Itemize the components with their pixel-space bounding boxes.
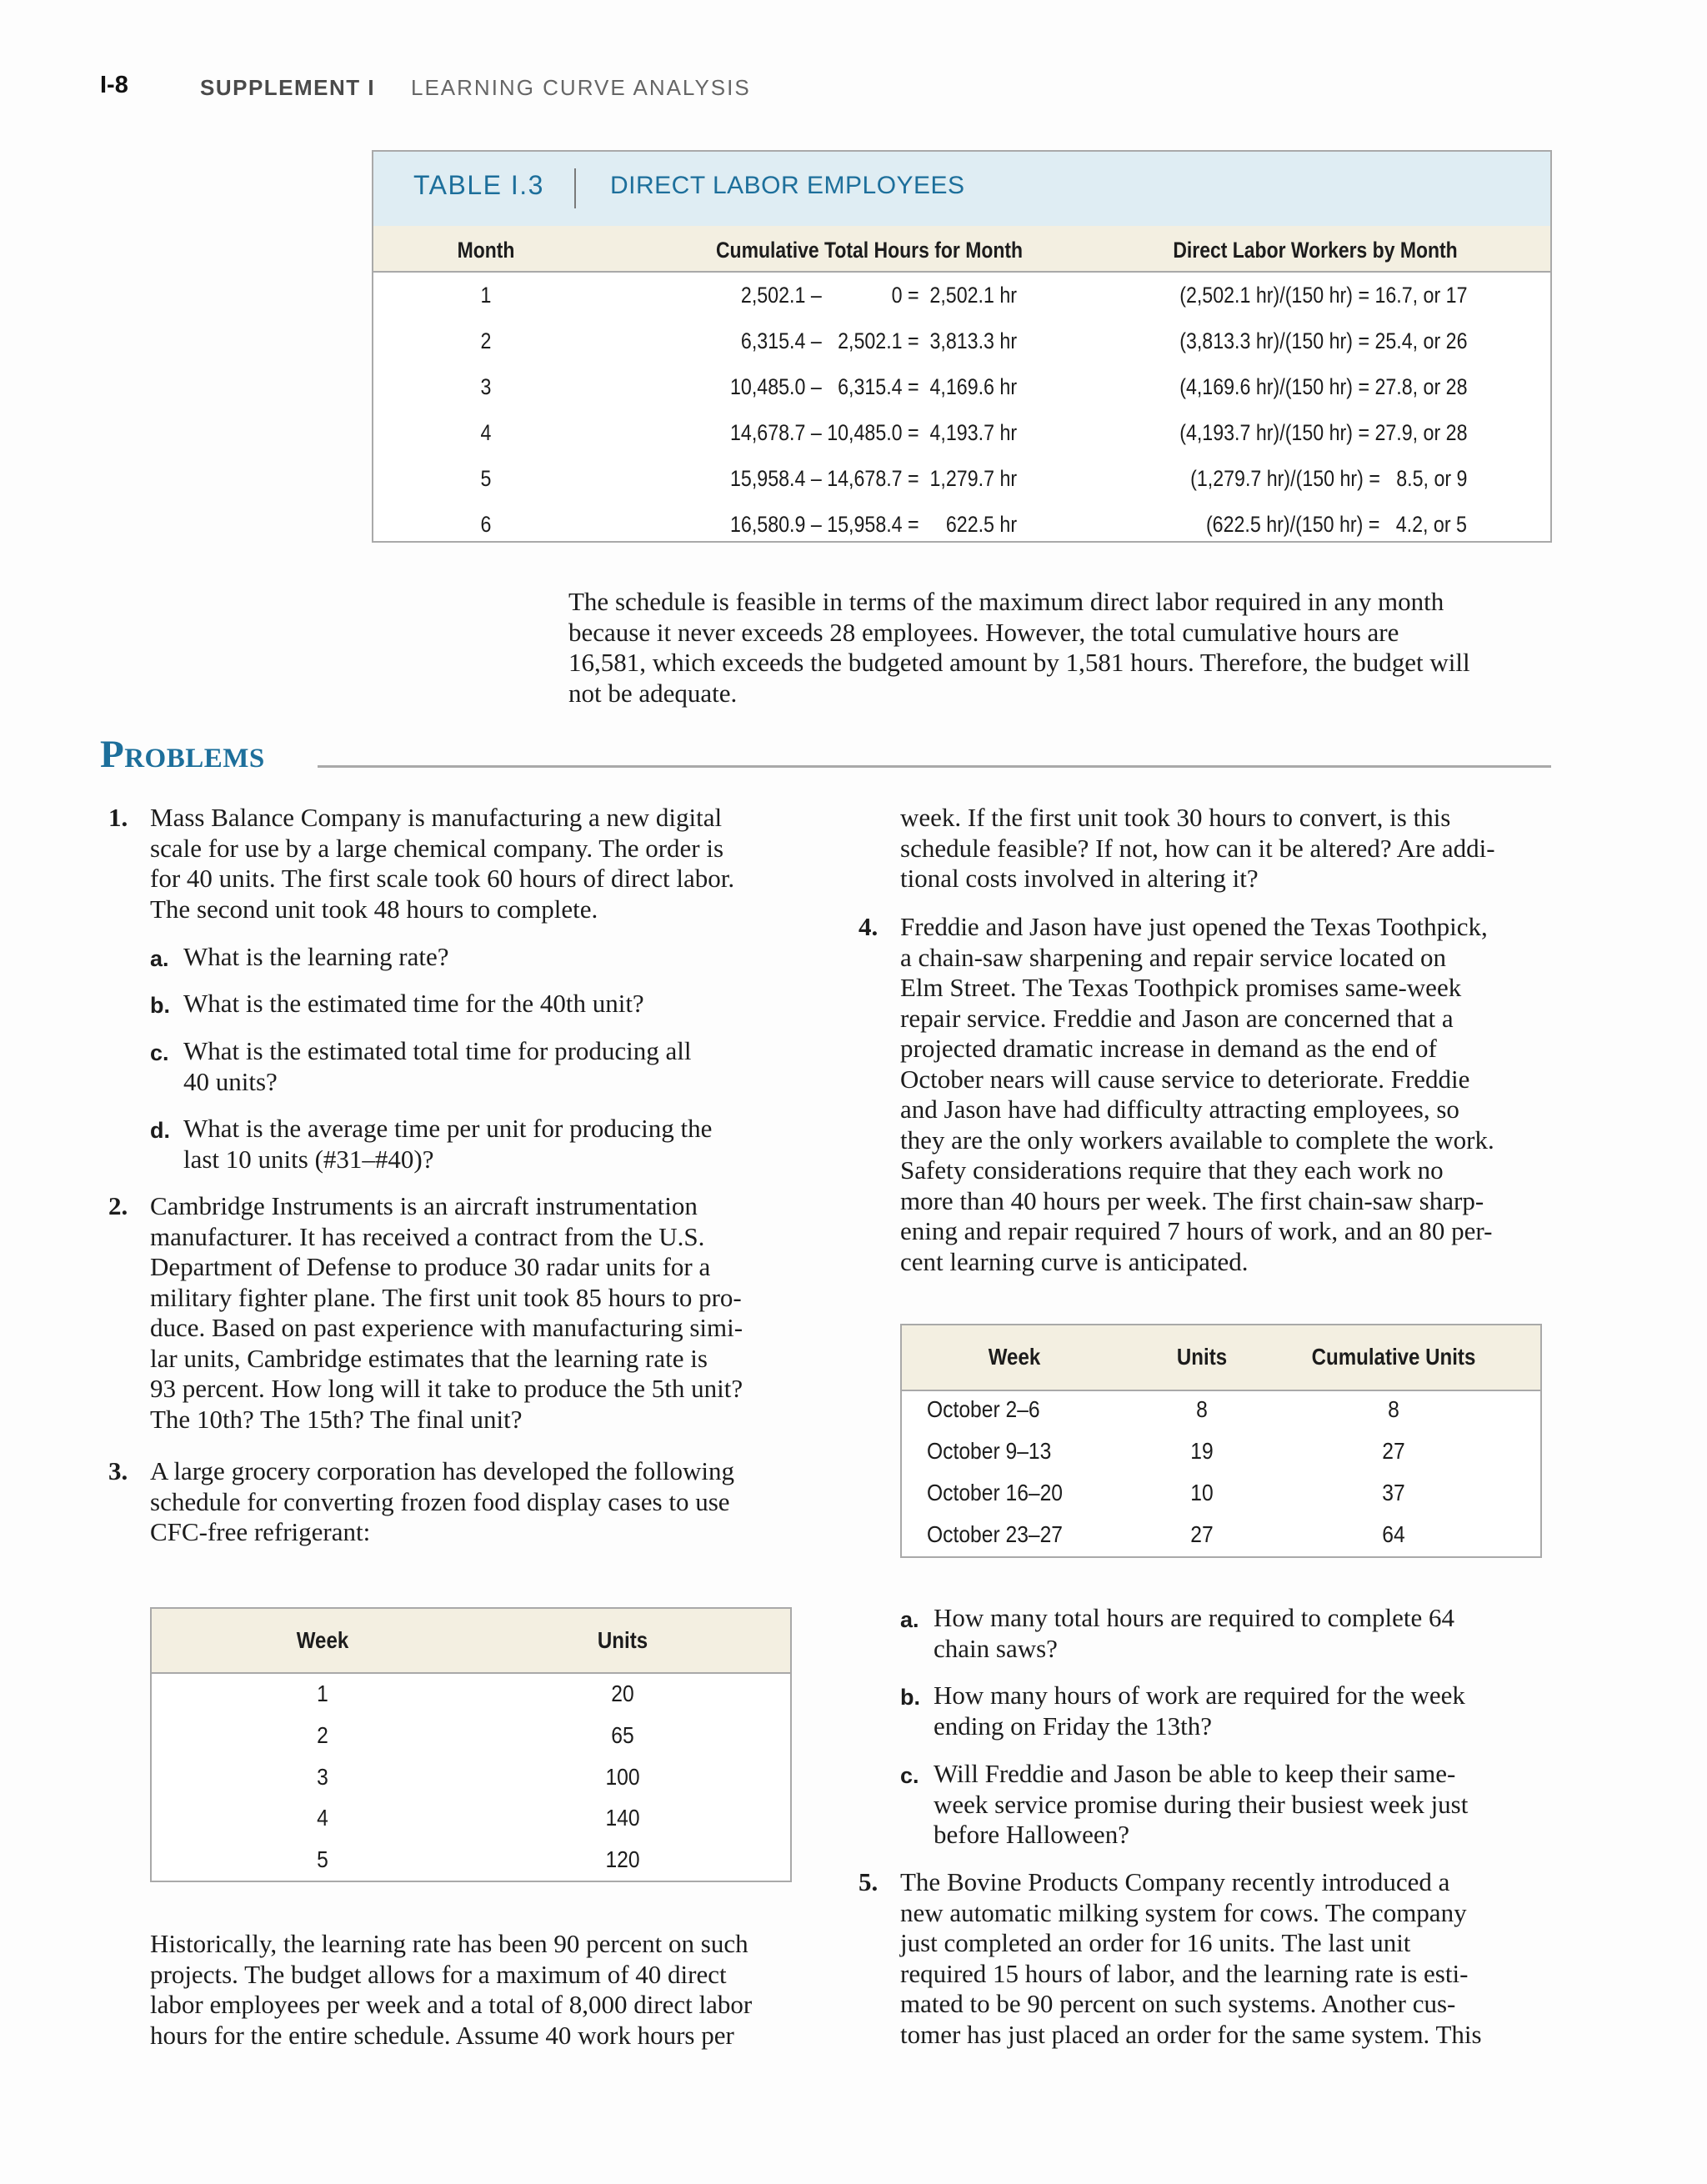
cell-units: 100 <box>605 1764 640 1790</box>
sub-label: c. <box>150 1040 169 1065</box>
cell-hours: 14,678.7 – 10,485.0 = 4,193.7 hr <box>729 420 1017 445</box>
column-header-units: Units <box>597 1627 648 1653</box>
text-line: new automatic milking system for cows. The company <box>900 1897 1467 1927</box>
cell-hours: 10,485.0 – 6,315.4 = 4,169.6 hr <box>729 374 1017 399</box>
cell-week: October 9–13 <box>927 1438 1052 1464</box>
cell-cumulative: 8 <box>1388 1396 1399 1422</box>
text-line: for 40 units. The first scale took 60 hours of direct labor. <box>150 864 735 893</box>
cell-units: 10 <box>1190 1480 1214 1505</box>
text-line: mated to be 90 percent on such systems. Another cus- <box>900 1989 1456 2018</box>
cell-workers: (622.5 hr)/(150 hr) = 4.2, or 5 <box>1206 512 1467 537</box>
cell-units: 8 <box>1196 1396 1208 1422</box>
cell-cumulative: 64 <box>1382 1521 1405 1547</box>
text-line: chain saws? <box>934 1633 1058 1663</box>
cell-week: 2 <box>317 1722 328 1748</box>
table-title: DIRECT LABOR EMPLOYEES <box>610 172 965 199</box>
cell-week: 3 <box>317 1764 328 1790</box>
table-week-units <box>150 1607 792 1882</box>
cell-workers: (3,813.3 hr)/(150 hr) = 25.4, or 26 <box>1179 328 1467 353</box>
cell-week: October 2–6 <box>927 1396 1040 1422</box>
text-line: ending on Friday the 13th? <box>934 1711 1213 1741</box>
text-line: just completed an order for 16 units. The last unit <box>900 1928 1411 1957</box>
table-row <box>373 318 1550 364</box>
text-line: labor employees per week and a total of 8,000 direct labor <box>150 1990 753 2019</box>
cell-week: 4 <box>317 1805 328 1831</box>
text-line: scale for use by a large chemical company. The order is <box>150 833 724 863</box>
text-line: a chain-saw sharpening and repair service located on <box>900 942 1447 972</box>
text-line: week service promise during their busiest week just <box>934 1789 1469 1819</box>
text-line: Safety considerations require that they each work no <box>900 1155 1444 1185</box>
text-line: How many total hours are required to complete 64 <box>934 1603 1454 1632</box>
table-row <box>373 410 1550 456</box>
text-line: Elm Street. The Texas Toothpick promises same-week <box>900 973 1462 1002</box>
sub-label: b. <box>900 1685 920 1710</box>
text-line: schedule feasible? If not, how can it be altered? Are addi- <box>900 833 1495 863</box>
table-title-bar <box>373 152 1550 228</box>
text-line: repair service. Freddie and Jason are concerned that a <box>900 1003 1454 1033</box>
cell-month: 1 <box>480 283 492 308</box>
cell-month: 6 <box>480 512 492 537</box>
summary-paragraph <box>568 587 1560 709</box>
table-direct-labor-employees <box>372 150 1552 543</box>
text-line: hours for the entire schedule. Assume 40 work hours per <box>150 2020 734 2050</box>
text-line: required 15 hours of labor, and the learning rate is esti- <box>900 1958 1469 1988</box>
cell-month: 4 <box>480 420 492 445</box>
sub-label: a. <box>150 946 169 971</box>
table-column-header <box>902 1325 1540 1391</box>
cell-cumulative: 27 <box>1382 1438 1405 1464</box>
text-line: they are the only workers available to complete the work. <box>900 1125 1494 1155</box>
text-line: because it never exceeds 28 employees. However, the total cumulative hours are <box>568 617 1399 647</box>
text-line: What is the learning rate? <box>183 942 449 971</box>
problem-number: 4. <box>859 912 879 941</box>
cell-units: 27 <box>1190 1521 1214 1547</box>
text-line: duce. Based on past experience with manufacturing simi- <box>150 1313 743 1342</box>
text-line: 40 units? <box>183 1066 278 1096</box>
text-line: A large grocery corporation has developed the following <box>150 1456 735 1485</box>
text-line: Will Freddie and Jason be able to keep their same- <box>934 1759 1456 1788</box>
sub-label: a. <box>900 1607 919 1632</box>
problem-text <box>150 803 833 924</box>
cell-week: 1 <box>317 1681 328 1706</box>
text-line: The 10th? The 15th? The final unit? <box>150 1404 523 1434</box>
problems-heading: Problems <box>100 733 265 776</box>
sub-label: b. <box>150 993 170 1018</box>
cell-week: October 16–20 <box>927 1480 1064 1505</box>
chapter-title: LEARNING CURVE ANALYSIS <box>411 75 751 100</box>
text-line: CFC-free refrigerant: <box>150 1517 371 1546</box>
cell-week: October 23–27 <box>927 1521 1064 1547</box>
problem-text <box>150 1456 833 1548</box>
title-divider <box>574 168 576 208</box>
cell-workers: (2,502.1 hr)/(150 hr) = 16.7, or 17 <box>1179 283 1467 308</box>
cell-month: 5 <box>480 466 492 491</box>
cell-units: 20 <box>611 1681 634 1706</box>
column-header-week: Week <box>296 1627 349 1653</box>
text-line: not be adequate. <box>568 678 738 708</box>
table-row <box>373 364 1550 410</box>
table-column-header <box>373 226 1550 273</box>
table-label: TABLE I.3 <box>413 170 544 200</box>
cell-week: 5 <box>317 1846 328 1872</box>
problem-3-text-continued-right <box>900 803 1567 894</box>
text-line: Historically, the learning rate has been 90 percent on such <box>150 1929 748 1958</box>
text-line: last 10 units (#31–#40)? <box>183 1144 434 1174</box>
problem-number: 1. <box>108 803 128 832</box>
sub-label: c. <box>900 1763 919 1788</box>
text-line: Cambridge Instruments is an aircraft instrumentation <box>150 1191 698 1220</box>
table-week-units-cumulative <box>900 1324 1542 1558</box>
cell-workers: (4,193.7 hr)/(150 hr) = 27.9, or 28 <box>1179 420 1467 445</box>
cell-hours: 15,958.4 – 14,678.7 = 1,279.7 hr <box>729 466 1017 491</box>
cell-units: 65 <box>611 1722 634 1748</box>
text-line: The Bovine Products Company recently introduced a <box>900 1867 1450 1896</box>
text-line: What is the average time per unit for producing the <box>183 1114 713 1143</box>
sub-text <box>934 1759 1567 1851</box>
text-line: Mass Balance Company is manufacturing a new digital <box>150 803 723 832</box>
text-line: lar units, Cambridge estimates that the learning rate is <box>150 1343 708 1373</box>
cell-workers: (1,279.7 hr)/(150 hr) = 8.5, or 9 <box>1189 466 1467 491</box>
sub-text <box>934 1681 1567 1741</box>
text-line: before Halloween? <box>934 1820 1129 1849</box>
sub-text <box>183 989 817 1019</box>
sub-label: d. <box>150 1118 170 1143</box>
table-row <box>373 273 1550 318</box>
cell-hours: 6,315.4 – 2,502.1 = 3,813.3 hr <box>740 328 1017 353</box>
table-row <box>373 502 1550 548</box>
text-line: tional costs involved in altering it? <box>900 864 1259 893</box>
cell-month: 2 <box>480 328 492 353</box>
text-line: military fighter plane. The first unit took 85 hours to pro- <box>150 1282 742 1312</box>
cell-month: 3 <box>480 374 492 399</box>
problem-text <box>150 1191 833 1435</box>
table-column-header <box>152 1609 790 1674</box>
text-line: and Jason have had difficulty attracting employees, so <box>900 1095 1459 1124</box>
text-line: projected dramatic increase in demand as the end of <box>900 1034 1437 1063</box>
table-row <box>373 456 1550 502</box>
cell-units: 19 <box>1190 1438 1214 1464</box>
text-line: week. If the first unit took 30 hours to convert, is this <box>900 803 1451 832</box>
cell-units: 140 <box>605 1805 640 1831</box>
column-header-hours: Cumulative Total Hours for Month <box>715 238 1024 263</box>
problem-3-text-continued <box>150 1929 833 2051</box>
cell-hours: 2,502.1 – 0 = 2,502.1 hr <box>740 283 1017 308</box>
text-line: manufacturer. It has received a contract from the U.S. <box>150 1221 705 1251</box>
cell-cumulative: 37 <box>1382 1480 1405 1505</box>
text-line: schedule for converting frozen food display cases to use <box>150 1486 730 1516</box>
column-header-workers: Direct Labor Workers by Month <box>1173 238 1458 263</box>
text-line: What is the estimated total time for producing all <box>183 1036 692 1065</box>
sub-text <box>183 1114 817 1175</box>
text-line: 16,581, which exceeds the budgeted amount by 1,581 hours. Therefore, the budget will <box>568 648 1470 677</box>
text-line: Freddie and Jason have just opened the Texas Toothpick, <box>900 912 1488 941</box>
text-line: The second unit took 48 hours to complete. <box>150 894 598 924</box>
text-line: projects. The budget allows for a maximum of 40 direct <box>150 1959 727 1989</box>
text-line: cent learning curve is anticipated. <box>900 1246 1249 1276</box>
column-header-week: Week <box>988 1344 1041 1370</box>
sub-text <box>183 942 817 973</box>
text-line: ening and repair required 7 hours of work, and an 80 per- <box>900 1216 1493 1245</box>
text-line: What is the estimated time for the 40th unit? <box>183 989 644 1018</box>
column-header-units: Units <box>1176 1344 1228 1370</box>
text-line: tomer has just placed an order for the same system. This <box>900 2019 1482 2049</box>
cell-hours: 16,580.9 – 15,958.4 = 622.5 hr <box>729 512 1017 537</box>
text-line: October nears will cause service to deteriorate. Freddie <box>900 1064 1470 1094</box>
cell-workers: (4,169.6 hr)/(150 hr) = 27.8, or 28 <box>1179 374 1467 399</box>
supplement-label: SUPPLEMENT I <box>200 75 376 100</box>
sub-text <box>934 1603 1567 1664</box>
problem-text <box>900 1867 1575 2050</box>
problem-text <box>900 912 1575 1277</box>
text-line: How many hours of work are required for the week <box>934 1681 1465 1710</box>
column-header-month: Month <box>457 238 515 263</box>
text-line: more than 40 hours per week. The first chain-saw sharp- <box>900 1185 1484 1215</box>
text-line: Department of Defense to produce 30 radar units for a <box>150 1252 711 1281</box>
text-line: The schedule is feasible in terms of the maximum direct labor required in any month <box>568 587 1444 616</box>
problem-number: 3. <box>108 1456 128 1485</box>
page-number: I-8 <box>100 72 128 98</box>
column-header-cumulative-units: Cumulative Units <box>1311 1344 1476 1370</box>
cell-units: 120 <box>605 1846 640 1872</box>
problem-number: 5. <box>859 1867 879 1896</box>
heading-rule <box>318 765 1551 768</box>
text-line: 93 percent. How long will it take to produce the 5th unit? <box>150 1374 743 1403</box>
problem-number: 2. <box>108 1191 128 1220</box>
sub-text <box>183 1036 817 1097</box>
